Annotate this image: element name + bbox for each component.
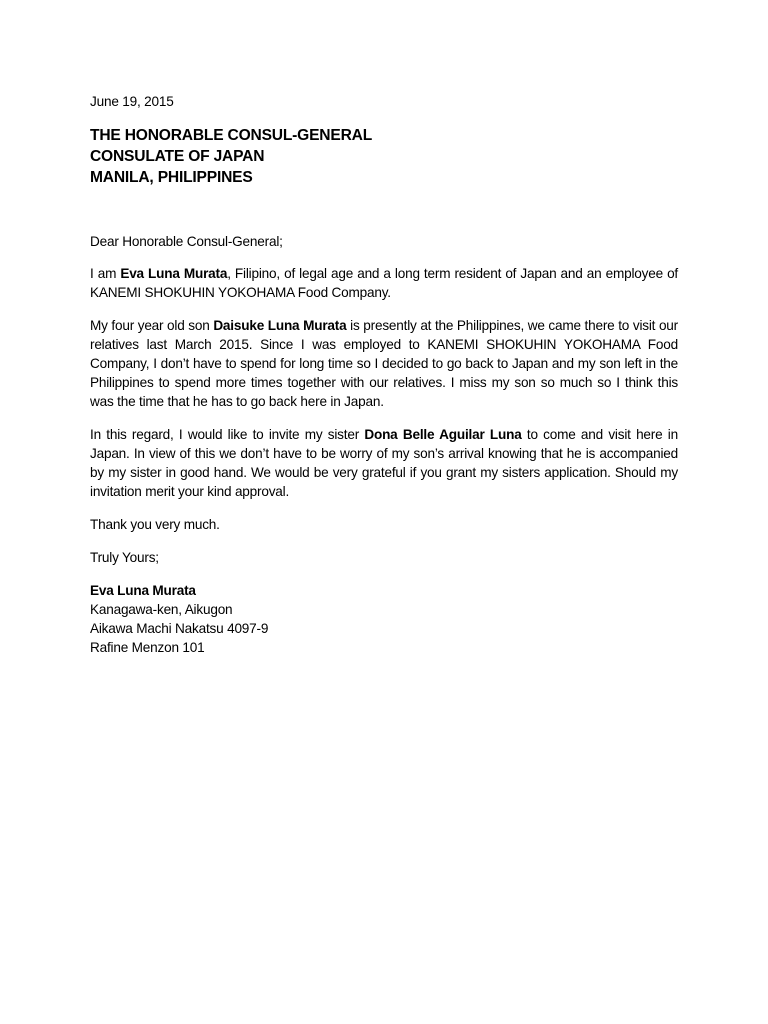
signature-block (90, 581, 678, 657)
paragraph-invitation-text-1: In this regard, I would like to invite my sister (90, 427, 365, 442)
recipient-line-2: CONSULATE OF JAPAN (90, 148, 265, 165)
paragraph-intro (90, 264, 678, 302)
recipient-block (90, 125, 678, 188)
recipient-line-3: MANILA, PHILIPPINES (90, 169, 253, 186)
letter-date: June 19, 2015 (90, 94, 174, 109)
signature-address-2: Aikawa Machi Nakatsu 4097-9 (90, 621, 269, 636)
paragraph-intro-text-1: I am (90, 266, 121, 281)
paragraph-intro-text-2: , Filipino, of legal age and a long term resident of Japan and an employee of KANEMI SHOKUHIN YOKOHAMA Food Company. (90, 266, 679, 300)
paragraph-invitation-text-2: to come and visit here in Japan. In view of this we don’t have to be worry of my son’s arrival knowing that he is accompanied by my sister in good hand. We would be very grateful if you grant my sisters application. Should my invitation merit your kind approval. (90, 427, 678, 499)
salutation: Dear Honorable Consul-General; (90, 234, 283, 249)
signature-address-3: Rafine Menzon 101 (90, 640, 205, 655)
paragraph-invitation (90, 425, 678, 501)
signature-address-1: Kanagawa-ken, Aikugon (90, 602, 233, 617)
closing-line: Truly Yours; (90, 550, 159, 565)
recipient-line-1: THE HONORABLE CONSUL-GENERAL (90, 127, 373, 144)
sender-name-bold: Eva Luna Murata (120, 266, 228, 281)
paragraph-son-text-2: is presently at the Philippines, we came there to visit our relatives last March 2015. Since I was employed to KANEMI SHOKUHIN YOKOHAMA Food Company, I don’t have to spend for long time so I decided to go back to Japan and my son left in the Philippines to spend more times together with our relatives. I miss my son so much so I think this was the time that he has to go back here in Japan. (90, 318, 678, 409)
letter-body (90, 92, 678, 657)
son-name-bold: Daisuke Luna Murata (213, 318, 347, 333)
paragraph-son-text-1: My four year old son (90, 318, 214, 333)
signature-name: Eva Luna Murata (90, 583, 196, 598)
paragraph-son (90, 316, 678, 411)
thanks-line: Thank you very much. (90, 517, 220, 532)
sister-name-bold: Dona Belle Aguilar Luna (364, 427, 522, 442)
